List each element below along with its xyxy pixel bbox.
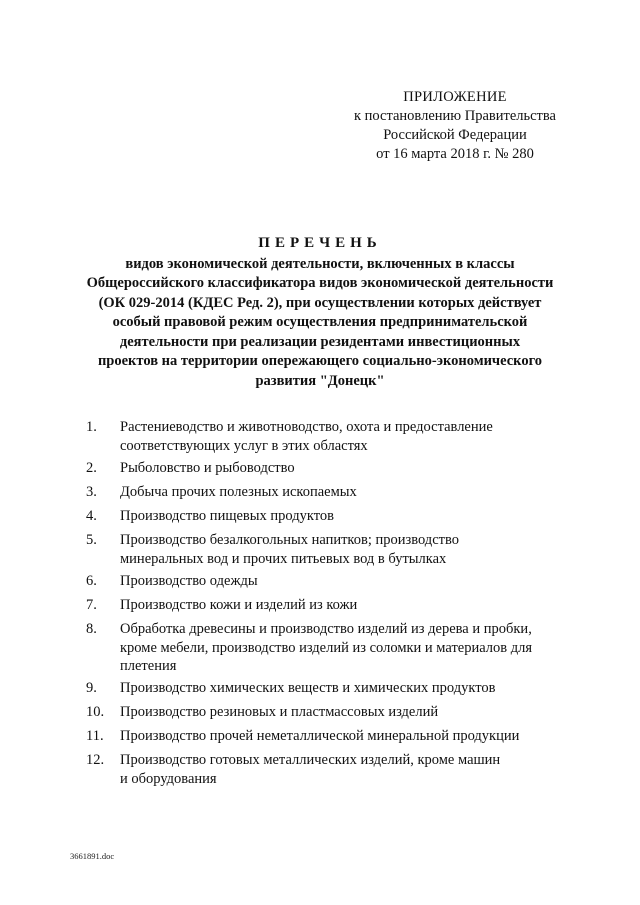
item-text — [120, 572, 560, 591]
item-number: 6. — [86, 573, 97, 589]
item-number: 2. — [86, 460, 97, 476]
item-line: соответствующих услуг в этих областях — [120, 437, 368, 454]
item-line: Производство резиновых и пластмассовых изделий — [120, 704, 439, 720]
item-number: 5. — [86, 532, 97, 548]
item-text — [120, 531, 560, 568]
item-number: 3. — [86, 484, 97, 500]
title-line: (ОК 029-2014 (КДЕС Ред. 2), при осуществлении которых действует — [98, 294, 542, 311]
item-number: 9. — [86, 680, 97, 696]
title-line: особый правовой режим осуществления предпринимательской — [112, 314, 528, 330]
document-title — [60, 234, 580, 391]
appendix-line: Российской Федерации — [383, 127, 527, 143]
title-main: ПЕРЕЧЕНЬ — [258, 235, 382, 251]
appendix-line: от 16 марта 2018 г. № 280 — [376, 146, 534, 162]
title-line: Общероссийского классификатора видов экономической деятельности — [86, 275, 554, 291]
item-line: Производство готовых металлических изделий, кроме машин — [120, 752, 501, 768]
item-text — [120, 620, 560, 676]
item-text — [120, 418, 560, 455]
title-line: видов экономической деятельности, включенных в классы — [125, 255, 515, 272]
item-number: 11. — [86, 728, 104, 744]
item-line: Производство одежды — [120, 573, 258, 589]
item-text — [120, 751, 560, 788]
appendix-heading: ПРИЛОЖЕНИЕ — [403, 89, 507, 105]
item-text — [120, 459, 560, 478]
item-number: 7. — [86, 597, 97, 613]
item-line: минеральных вод и прочих питьевых вод в бутылках — [120, 550, 447, 567]
item-number: 10. — [86, 704, 105, 720]
item-line: Производство безалкогольных напитков; производство — [120, 532, 459, 548]
item-text — [120, 596, 560, 615]
item-line: Производство химических веществ и химических продуктов — [120, 680, 496, 696]
item-text — [120, 483, 560, 502]
item-text — [120, 507, 560, 526]
item-text — [120, 727, 560, 746]
title-line: проектов на территории опережающего социально-экономического — [97, 353, 543, 369]
item-number: 8. — [86, 621, 97, 637]
item-line: плетения — [120, 658, 177, 674]
item-line: Производство пищевых продуктов — [120, 508, 334, 524]
item-line: Растениеводство и животноводство, охота и предоставление — [120, 419, 493, 435]
item-line: Обработка древесины и производство изделий из дерева и пробки, — [120, 621, 532, 637]
item-line: и оборудования — [120, 770, 217, 787]
item-line: Производство прочей неметаллической минеральной продукции — [120, 728, 520, 744]
item-text — [120, 703, 560, 722]
item-text — [120, 679, 560, 698]
item-number: 1. — [86, 419, 97, 435]
item-line: кроме мебели, производство изделий из соломки и материалов для — [120, 639, 533, 656]
title-line: деятельности при реализации резидентами инвестиционных — [119, 333, 521, 350]
item-number: 12. — [86, 752, 105, 768]
item-line: Рыболовство и рыбоводство — [120, 460, 295, 476]
title-line: развития "Донецк" — [255, 372, 385, 389]
appendix-block — [340, 88, 570, 164]
item-line: Добыча прочих полезных ископаемых — [120, 484, 357, 500]
file-name-footer: 3661891.doc — [70, 851, 115, 861]
appendix-line: к постановлению Правительства — [354, 108, 556, 124]
item-number: 4. — [86, 508, 97, 524]
item-line: Производство кожи и изделий из кожи — [120, 597, 358, 613]
